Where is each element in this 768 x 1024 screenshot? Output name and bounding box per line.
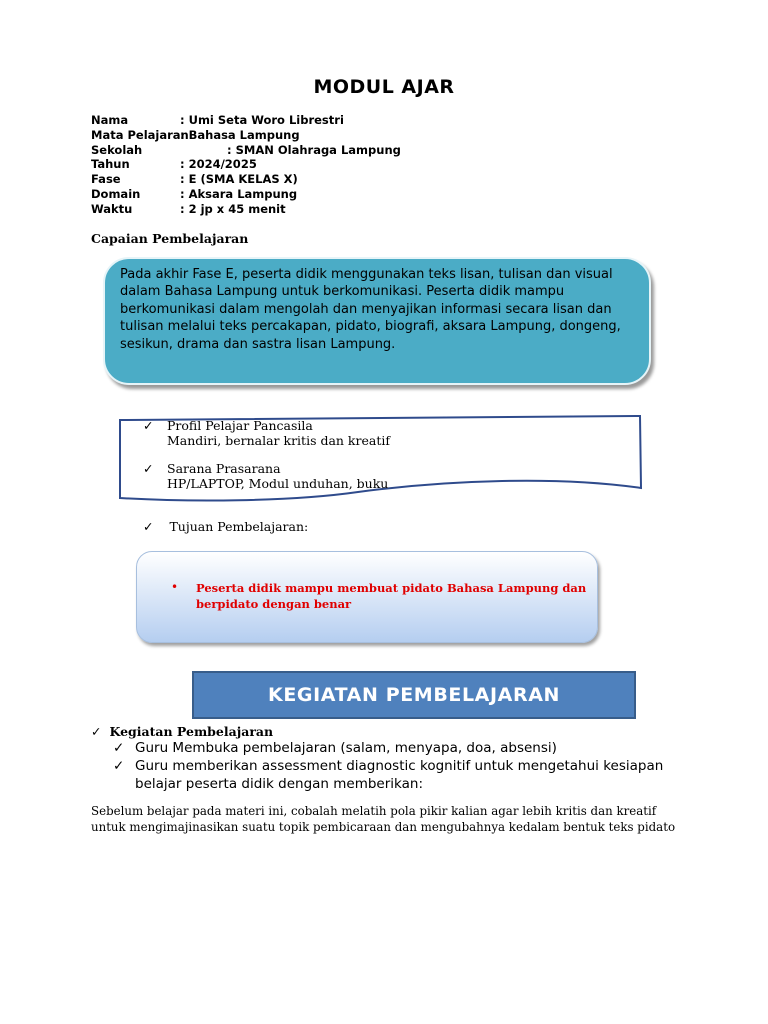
kegiatan-item-text: Guru Membuka pembelajaran (salam, menyapa, doa, absensi) (135, 740, 557, 756)
kegiatan-list (113, 739, 673, 793)
info-label: Nama (91, 113, 129, 127)
checklist-title: Profil Pelajar Pancasila (167, 418, 313, 433)
document-title: MODUL AJAR (313, 76, 455, 98)
info-value: : 2 jp x 45 menit (180, 201, 286, 216)
kegiatan-banner: KEGIATAN PEMBELAJARAN (192, 671, 636, 719)
info-label: Fase (91, 172, 121, 187)
info-label: Mata Pelajaran (91, 127, 189, 142)
info-value: : 2024/2025 (180, 157, 257, 172)
kegiatan-item (113, 757, 673, 793)
info-value: : E (SMA KELAS X) (180, 172, 298, 187)
kegiatan-item (113, 739, 673, 757)
info-value: : Aksara Lampung (180, 186, 298, 201)
bullet-icon: • (171, 580, 179, 594)
capaian-box (103, 257, 651, 385)
info-value: : Umi Seta Woro Librestri (180, 113, 344, 127)
info-label: Sekolah (91, 142, 143, 157)
info-value: : Bahasa Lampung (180, 127, 300, 142)
check-icon: ✓ (143, 461, 154, 476)
info-value: : SMAN Olahraga Lampung (227, 142, 401, 157)
checklist-title: Sarana Prasarana (167, 461, 281, 476)
tujuan-box (136, 551, 598, 643)
capaian-heading: Capaian Pembelajaran (91, 231, 249, 246)
profile-checklist (143, 418, 390, 491)
tujuan-label: Tujuan Pembelajaran: (169, 519, 309, 534)
check-icon: ✓ (143, 418, 154, 433)
kegiatan-heading (91, 724, 273, 739)
tujuan-text: Peserta didik mampu membuat pidato Bahasa Lampung dan berpidato dengan benar (196, 581, 587, 611)
checklist-detail: Mandiri, bernalar kritis dan kreatif (167, 433, 390, 448)
checklist-item-sarana (143, 461, 390, 491)
tujuan-heading (143, 519, 308, 534)
kegiatan-item-text: Guru memberikan assessment diagnostic kognitif untuk mengetahui kesiapan belajar peserta didik dengan memberikan: (135, 758, 664, 792)
check-icon: ✓ (113, 758, 125, 774)
closing-paragraph: Sebelum belajar pada materi ini, cobalah melatih pola pikir kalian agar lebih kritis dan kreatif untuk mengimajinasikan suatu topik pembicaraan dan mengubahnya kedalam bentuk teks pidato (91, 804, 676, 834)
info-label: Tahun (91, 157, 130, 172)
info-label: Waktu (91, 201, 133, 216)
checklist-item-profil (143, 418, 390, 448)
check-icon: ✓ (91, 724, 102, 739)
info-label: Domain (91, 186, 141, 201)
kegiatan-heading-label: Kegiatan Pembelajaran (109, 724, 274, 739)
capaian-text: Pada akhir Fase E, peserta didik menggunakan teks lisan, tulisan dan visual dalam Bahasa Lampung untuk berkomunikasi. Peserta didik mampu berkomunikasi dalam mengolah dan menyajikan informasi secara lisan dan tulisan melalui teks percakapan, pidato, biografi, aksara Lampung, dongeng, sesikun, drama dan sastra lisan Lampung. (120, 267, 621, 352)
check-icon: ✓ (113, 740, 125, 756)
checklist-detail: HP/LAPTOP, Modul unduhan, buku (167, 476, 389, 491)
check-icon: ✓ (143, 519, 154, 534)
